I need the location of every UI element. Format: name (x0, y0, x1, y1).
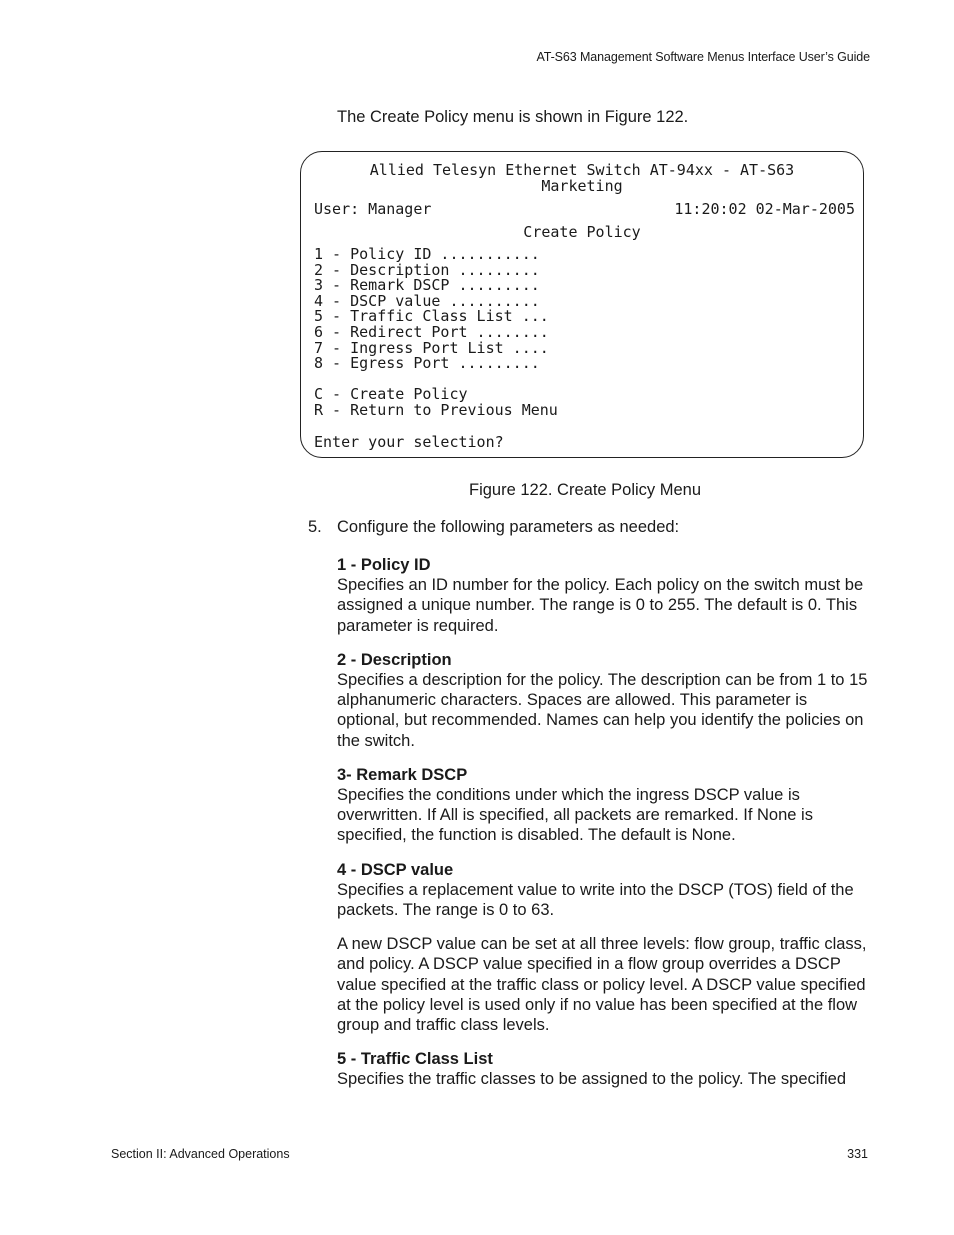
step-text: Configure the following parameters as needed: (337, 518, 680, 536)
param-body: Specifies an ID number for the policy. Each policy on the switch must be assigned a unique number. The range is 0 to 255. The default is 0. This parameter is required. (337, 576, 864, 635)
intro-text: The Create Policy menu is shown in Figure 122. (337, 108, 689, 126)
terminal-actions (314, 387, 558, 418)
param-body: Specifies a replacement value to write into the DSCP (TOS) field of the packets. The range is 0 to 63. (337, 880, 854, 920)
param-dscp-value (337, 860, 872, 921)
dscp-note: A new DSCP value can be set at all three levels: flow group, traffic class, and policy. A DSCP value specified in a flow group overrides a DSCP value specified at the traffic class or policy level. A DSCP value specified at the policy level is used only if no value has been specified at the flow group and traffic class levels. (337, 935, 867, 1035)
menu-action-create-policy[interactable]: C - Create Policy (314, 385, 468, 403)
param-description (337, 650, 872, 751)
menu-option-egress-port[interactable]: 8 - Egress Port ......... (314, 354, 540, 373)
param-body: Specifies the conditions under which the ingress DSCP value is overwritten. If All is specified, all packets are remarked. If None is specified, the function is disabled. The default is None. (337, 786, 813, 845)
param-title: 4 - DSCP value (337, 860, 454, 879)
parameter-descriptions (337, 555, 872, 1104)
running-header: AT-S63 Management Software Menus Interface User’s Guide (536, 50, 870, 64)
menu-option-redirect-port[interactable]: 6 - Redirect Port ........ (314, 322, 549, 341)
step-item (308, 518, 679, 537)
param-title: 1 - Policy ID (337, 556, 431, 574)
menu-option-policy-id[interactable]: 1 - Policy ID ........... (314, 245, 540, 263)
param-title: 3- Remark DSCP (337, 765, 468, 784)
menu-option-description[interactable]: 2 - Description ......... (314, 260, 540, 279)
param-traffic-class-list (337, 1049, 872, 1089)
menu-option-ingress-port-list[interactable]: 7 - Ingress Port List .... (314, 338, 549, 357)
param-body: Specifies a description for the policy. The description can be from 1 to 15 alphanumeric characters. Spaces are allowed. This parameter is optional, but recommended. Names can help you identify the policies on the switch. (337, 671, 868, 750)
menu-option-remark-dscp[interactable]: 3 - Remark DSCP ......... (314, 276, 540, 295)
terminal-subtitle: Marketing (541, 177, 623, 195)
terminal-menu-title: Create Policy (523, 223, 641, 241)
figure-caption: Figure 122. Create Policy Menu (469, 481, 702, 499)
param-policy-id (337, 555, 872, 636)
terminal-timestamp: 11:20:02 02-Mar-2005 (674, 200, 855, 218)
step-number: 5. (308, 518, 322, 536)
terminal-prompt[interactable]: Enter your selection? (314, 433, 504, 451)
param-remark-dscp (337, 765, 872, 846)
param-title: 5 - Traffic Class List (337, 1050, 493, 1069)
footer-section: Section II: Advanced Operations (111, 1147, 290, 1161)
terminal-title: Allied Telesyn Ethernet Switch AT-94xx - AT-S63 (369, 161, 795, 179)
menu-action-return[interactable]: R - Return to Previous Menu (314, 400, 558, 419)
menu-option-dscp-value[interactable]: 4 - DSCP value .......... (314, 291, 540, 310)
terminal-user: User: Manager (314, 200, 432, 218)
menu-option-traffic-class-list[interactable]: 5 - Traffic Class List ... (314, 307, 549, 326)
terminal-screen (300, 151, 864, 458)
param-body: Specifies the traffic classes to be assigned to the policy. The specified (337, 1070, 847, 1089)
page-number: 331 (847, 1147, 868, 1161)
terminal-options (314, 247, 549, 372)
param-title: 2 - Description (337, 650, 452, 669)
